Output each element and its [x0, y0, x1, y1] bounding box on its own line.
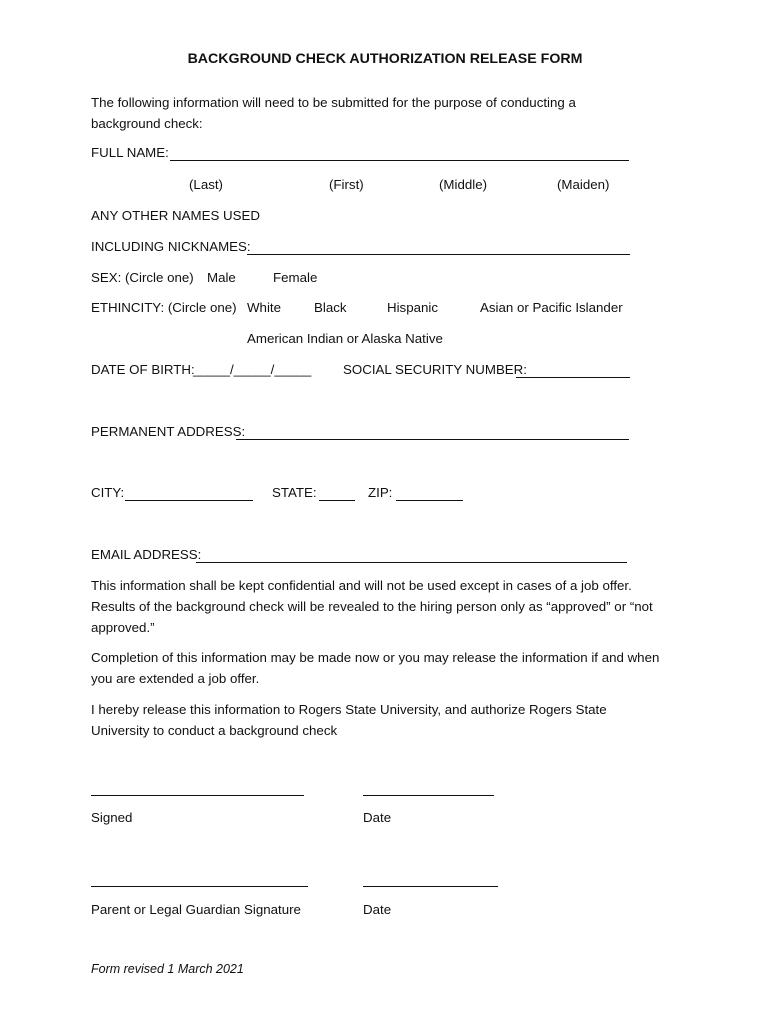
permanent-address-field[interactable]: [236, 439, 629, 440]
ethnicity-option-american-indian[interactable]: American Indian or Alaska Native: [247, 331, 443, 346]
confidentiality-notice: This information shall be kept confidential and will not be used except in cases of a job offer. Results of the background check will be revealed to the hiring person only as “approved” or “not approved.”: [91, 578, 653, 635]
zip-field[interactable]: [396, 500, 463, 501]
form-title: BACKGROUND CHECK AUTHORIZATION RELEASE FORM: [187, 51, 583, 67]
state-label: STATE:: [272, 485, 317, 500]
middle-name-sublabel: (Middle): [439, 177, 488, 192]
other-names-label: ANY OTHER NAMES USED: [91, 208, 260, 223]
ssn-field[interactable]: [516, 377, 630, 378]
city-field[interactable]: [125, 500, 253, 501]
completion-notice: Completion of this information may be made now or you may release the information if and when you are extended a job offer.: [91, 650, 660, 686]
email-label: EMAIL ADDRESS:: [91, 547, 202, 562]
full-name-label: FULL NAME:: [91, 145, 169, 160]
signature-line[interactable]: [91, 795, 304, 796]
state-field[interactable]: [319, 500, 355, 501]
full-name-field[interactable]: [170, 160, 629, 161]
signature-date-line[interactable]: [363, 795, 494, 796]
intro-text: The following information will need to be submitted for the purpose of conducting a background check:: [91, 95, 576, 131]
ethnicity-option-hispanic[interactable]: Hispanic: [387, 300, 438, 315]
signed-label: Signed: [91, 810, 133, 825]
sex-option-male[interactable]: Male: [207, 270, 236, 285]
guardian-signature-line[interactable]: [91, 886, 308, 887]
maiden-name-sublabel: (Maiden): [557, 177, 610, 192]
last-name-sublabel: (Last): [189, 177, 223, 192]
permanent-address-label: PERMANENT ADDRESS:: [91, 424, 246, 439]
sex-option-female[interactable]: Female: [273, 270, 318, 285]
guardian-date-label: Date: [363, 902, 392, 917]
first-name-sublabel: (First): [329, 177, 364, 192]
ssn-label: SOCIAL SECURITY NUMBER:: [343, 362, 527, 377]
dob-label: DATE OF BIRTH:: [91, 362, 195, 377]
dob-field[interactable]: _____/_____/_____: [193, 362, 312, 377]
ethnicity-label: ETHINCITY: (Circle one): [91, 300, 237, 315]
nicknames-field[interactable]: [247, 254, 630, 255]
ethnicity-option-white[interactable]: White: [247, 300, 281, 315]
guardian-date-line[interactable]: [363, 886, 498, 887]
form-revision-footer: Form revised 1 March 2021: [91, 962, 244, 976]
guardian-signature-label: Parent or Legal Guardian Signature: [91, 902, 301, 917]
date-label: Date: [363, 810, 392, 825]
zip-label: ZIP:: [368, 485, 393, 500]
sex-label: SEX: (Circle one): [91, 270, 194, 285]
ethnicity-option-asian-pacific-islander[interactable]: Asian or Pacific Islander: [480, 300, 623, 315]
nicknames-label: INCLUDING NICKNAMES:: [91, 239, 251, 254]
city-label: CITY:: [91, 485, 125, 500]
ethnicity-option-black[interactable]: Black: [314, 300, 347, 315]
release-statement: I hereby release this information to Rogers State University, and authorize Rogers State University to conduct a background check: [91, 702, 607, 738]
email-field[interactable]: [196, 562, 627, 563]
